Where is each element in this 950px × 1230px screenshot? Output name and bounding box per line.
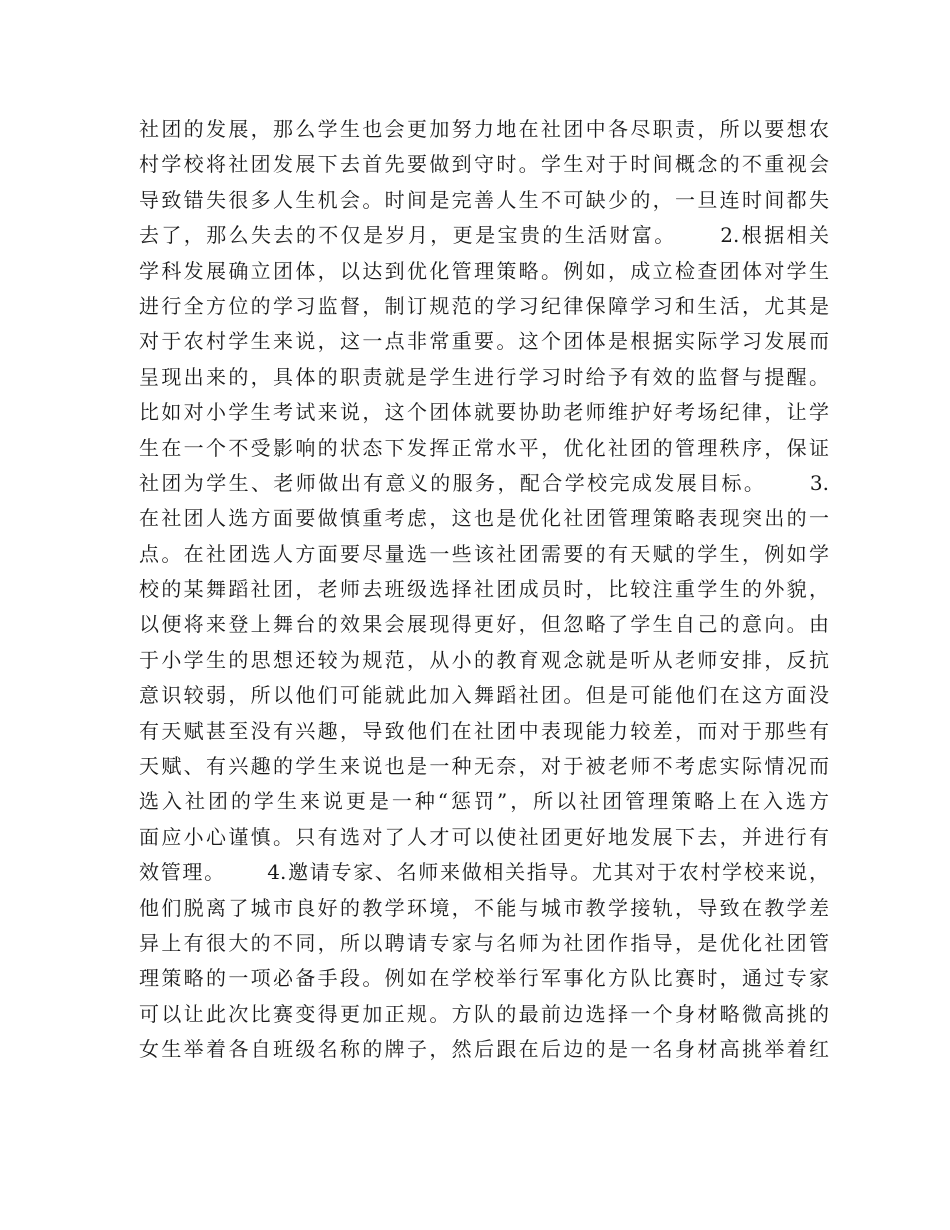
text-line: 异上有很大的不同，所以聘请专家与名师为社团作指导，是优化社团管 xyxy=(139,930,829,955)
text-line: 社团的发展，那么学生也会更加努力地在社团中各尽职责，所以要想农 xyxy=(139,117,829,141)
text-line: 面应小心谨慎。只有选对了人才可以使社团更好地发展下去，并进行有 xyxy=(139,824,829,849)
text-line: 学科发展确立团体，以达到优化管理策略。例如，成立检查团体对学生 xyxy=(139,258,829,283)
body-text xyxy=(139,112,829,1068)
text-line: 在社团人选方面要做慎重考虑，这也是优化社团管理策略表现突出的一 xyxy=(139,506,829,531)
text-line: 社团为学生、老师做出有意义的服务，配合学校完成发展目标。 3. xyxy=(139,470,829,495)
text-line: 选入社团的学生来说更是一种“惩罚”，所以社团管理策略上在入选方 xyxy=(139,789,829,814)
text-line: 点。在社团选人方面要尽量选一些该社团需要的有天赋的学生，例如学 xyxy=(139,541,829,566)
text-line: 于小学生的思想还较为规范，从小的教育观念就是听从老师安排，反抗 xyxy=(139,647,829,672)
text-line: 效管理。 4.邀请专家、名师来做相关指导。尤其对于农村学校来说， xyxy=(139,860,829,885)
text-line: 去了，那么失去的不仅是岁月，更是宝贵的生活财富。 2.根据相关 xyxy=(139,223,829,248)
text-line: 有天赋甚至没有兴趣，导致他们在社团中表现能力较差，而对于那些有 xyxy=(139,718,829,743)
text-line: 生在一个不受影响的状态下发挥正常水平，优化社团的管理秩序，保证 xyxy=(139,435,829,460)
text-line: 对于农村学生来说，这一点非常重要。这个团体是根据实际学习发展而 xyxy=(139,329,829,354)
text-line: 可以让此次比赛变得更加正规。方队的最前边选择一个身材略微高挑的 xyxy=(139,1001,829,1026)
text-line: 导致错失很多人生机会。时间是完善人生不可缺少的，一旦连时间都失 xyxy=(139,187,829,212)
text-line: 以便将来登上舞台的效果会展现得更好，但忽略了学生自己的意向。由 xyxy=(139,612,829,637)
text-line: 进行全方位的学习监督，制订规范的学习纪律保障学习和生活，尤其是 xyxy=(139,293,829,318)
text-line: 女生举着各自班级名称的牌子，然后跟在后边的是一名身材高挑举着红 xyxy=(139,1037,829,1062)
text-line: 理策略的一项必备手段。例如在学校举行军事化方队比赛时，通过专家 xyxy=(139,966,829,991)
text-line: 意识较弱，所以他们可能就此加入舞蹈社团。但是可能他们在这方面没 xyxy=(139,683,829,708)
text-line: 比如对小学生考试来说，这个团体就要协助老师维护好考场纪律，让学 xyxy=(139,400,829,425)
text-line: 村学校将社团发展下去首先要做到守时。学生对于时间概念的不重视会 xyxy=(139,152,829,177)
text-line: 呈现出来的，具体的职责就是学生进行学习时给予有效的监督与提醒。 xyxy=(139,364,829,389)
text-line: 校的某舞蹈社团，老师去班级选择社团成员时，比较注重学生的外貌， xyxy=(139,577,829,602)
text-line: 天赋、有兴趣的学生来说也是一种无奈，对于被老师不考虑实际情况而 xyxy=(139,754,829,779)
text-line: 他们脱离了城市良好的教学环境，不能与城市教学接轨，导致在教学差 xyxy=(139,895,829,920)
